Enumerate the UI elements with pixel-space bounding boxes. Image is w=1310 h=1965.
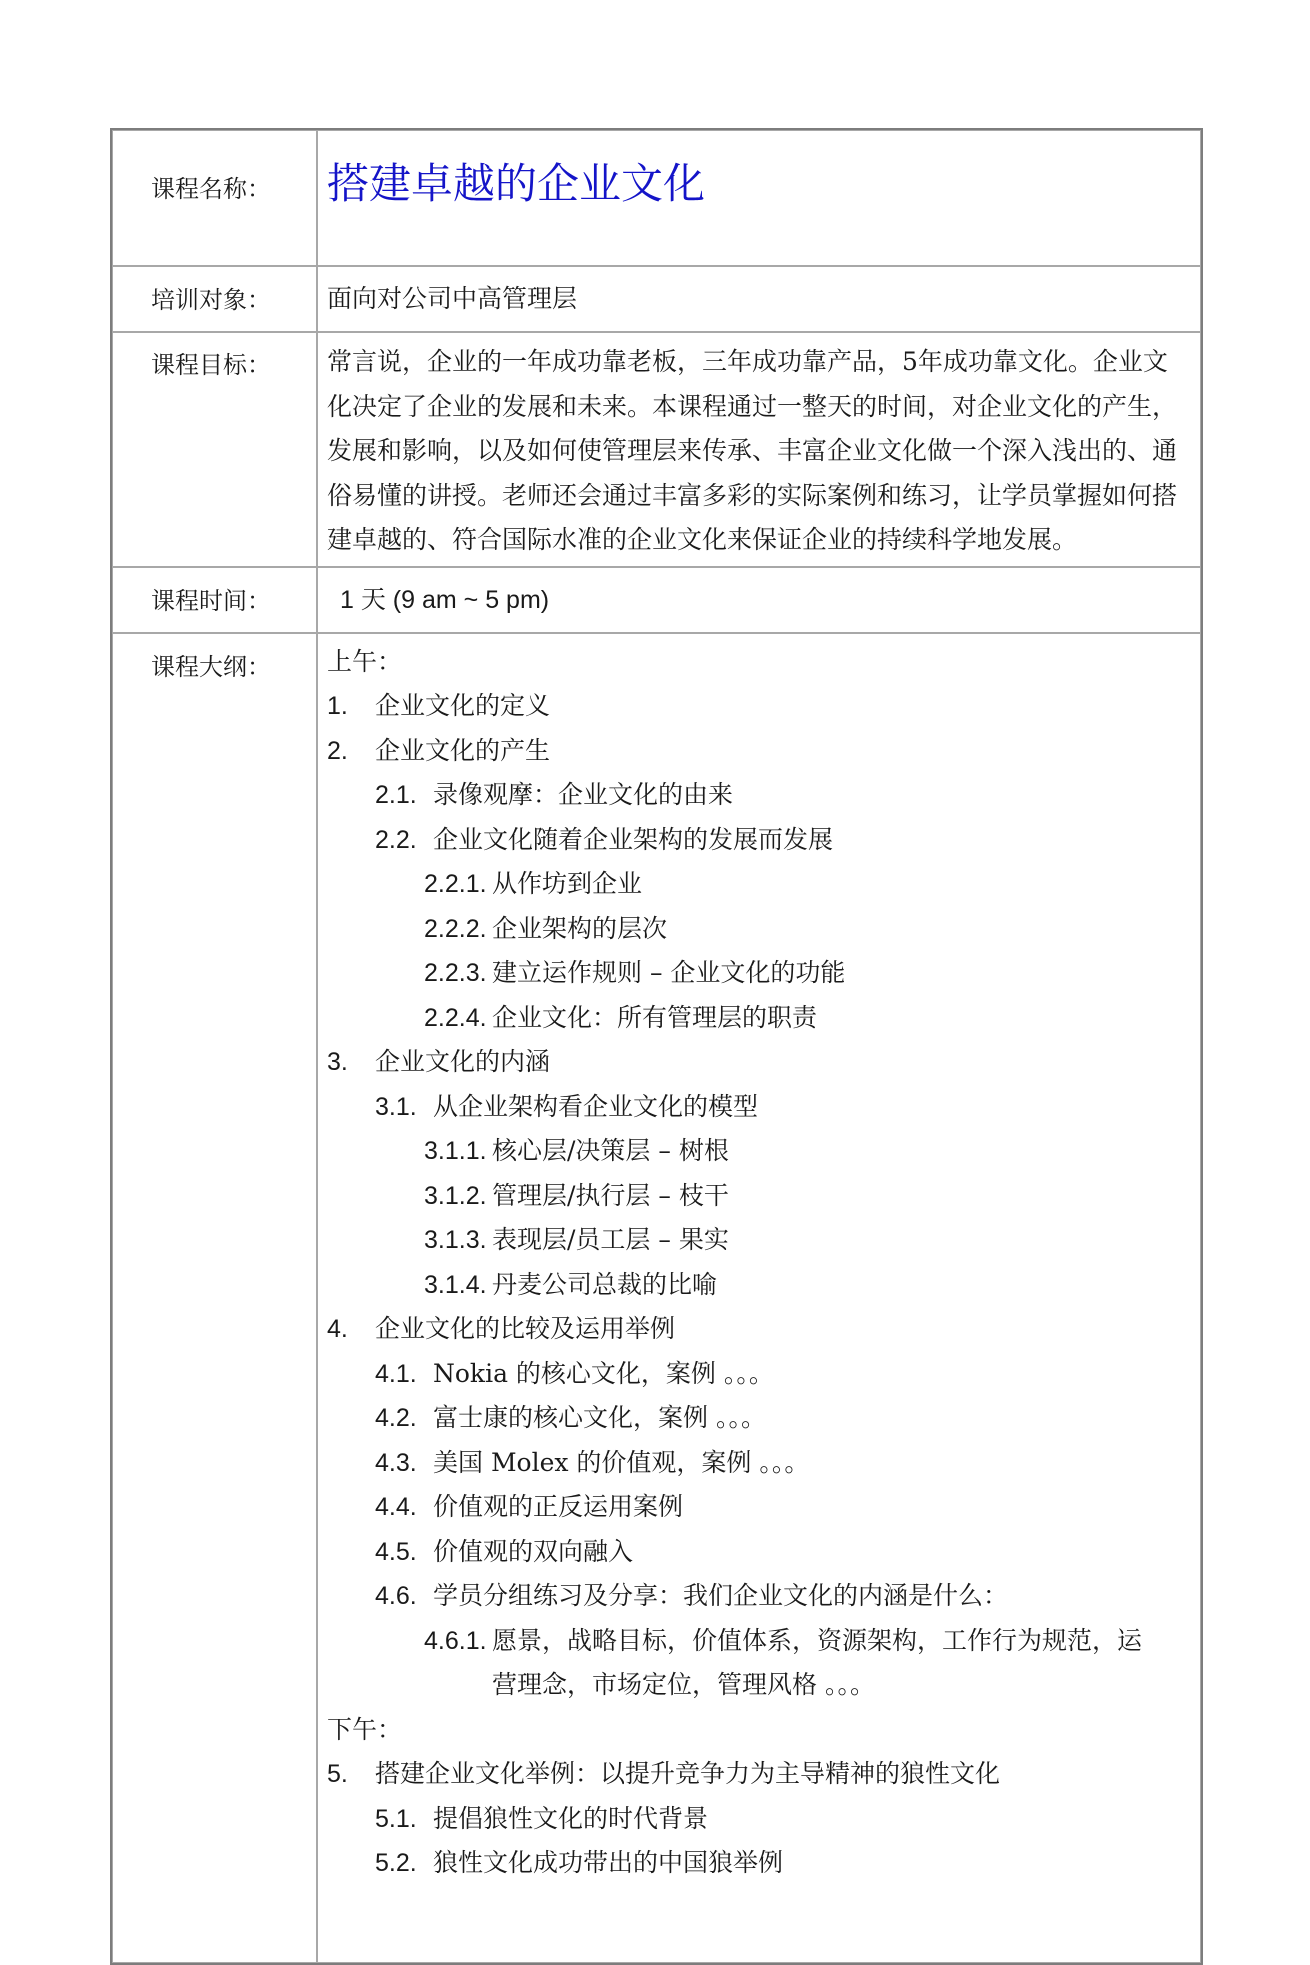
outline-item [327, 1396, 1186, 1441]
outline-item [327, 1352, 1186, 1397]
course-name-cell [317, 130, 1201, 266]
row-outline [112, 633, 1201, 1963]
outline-item-number: 3.1.1. [424, 1137, 487, 1166]
course-name-label: 课程名称： [112, 130, 317, 266]
outline-item [327, 818, 1186, 863]
outline-item [327, 1218, 1186, 1263]
outline-item-number: 4.4. [375, 1493, 417, 1522]
outline-item-text: 美国 Molex 的价值观，案例 。。。 [433, 1447, 810, 1477]
outline-item [327, 996, 1186, 1041]
outline-item-number: 2.2.2. [424, 914, 487, 943]
outline-item [327, 1841, 1186, 1886]
outline-item [327, 1530, 1186, 1575]
outline-item-text: 下午： [327, 1714, 403, 1744]
outline-item [327, 862, 1186, 907]
outline-item [327, 1663, 1186, 1708]
outline-item [327, 773, 1186, 818]
outline-item [327, 1307, 1186, 1352]
outline-item-text: 企业文化的内涵 [375, 1047, 551, 1077]
outline-item-number: 4.6.1. [424, 1626, 487, 1655]
outline-item-number: 4.1. [375, 1359, 417, 1388]
course-info-table [110, 128, 1203, 1965]
outline-item-text: 学员分组练习及分享：我们企业文化的内涵是什么： [433, 1581, 1009, 1611]
outline-item-text: 从作坊到企业 [492, 869, 643, 899]
outline-item-text: 从企业架构看企业文化的模型 [433, 1091, 759, 1121]
outline-item-text: 企业文化的比较及运用举例 [375, 1314, 676, 1344]
outline-item [327, 1129, 1186, 1174]
outline-item-text: 丹麦公司总裁的比喻 [492, 1269, 718, 1299]
outline-item [327, 1752, 1186, 1797]
outline-item-number: 4.3. [375, 1448, 417, 1477]
outline-label: 课程大纲： [112, 633, 317, 1963]
outline-item-number: 5.1. [375, 1804, 417, 1833]
outline-item-text: 建立运作规则 – 企业文化的功能 [492, 958, 846, 988]
outline-item [327, 1085, 1186, 1130]
target-label: 培训对象： [112, 266, 317, 332]
outline-item-text: 提倡狼性文化的时代背景 [433, 1803, 709, 1833]
outline-item-text: 价值观的双向融入 [433, 1536, 634, 1566]
outline-item-number: 3.1.2. [424, 1181, 487, 1210]
row-target [112, 266, 1201, 332]
outline-item-number: 3.1.4. [424, 1270, 487, 1299]
outline-list [327, 640, 1186, 1886]
outline-item-number: 2. [327, 736, 348, 765]
outline-item [327, 1797, 1186, 1842]
outline-item-number: 2.2. [375, 825, 417, 854]
goal-label: 课程目标： [112, 332, 317, 567]
outline-item-text: 营理念，市场定位，管理风格 。。。 [492, 1670, 875, 1700]
outline-item-text: 愿景，战略目标，价值体系，资源架构，工作行为规范，运 [492, 1625, 1143, 1655]
outline-item [327, 1441, 1186, 1486]
goal-cell [317, 332, 1201, 567]
outline-item-text: 企业架构的层次 [492, 913, 668, 943]
outline-item-number: 3. [327, 1048, 348, 1077]
outline-section-heading [327, 640, 1186, 685]
outline-item [327, 684, 1186, 729]
outline-item-number: 4.6. [375, 1582, 417, 1611]
time-label: 课程时间： [112, 567, 317, 633]
outline-item-text: 企业文化的产生 [375, 735, 551, 765]
outline-item-text: 上午： [327, 646, 403, 676]
outline-item-number: 2.1. [375, 781, 417, 810]
row-time [112, 567, 1201, 633]
outline-item-text: 狼性文化成功带出的中国狼举例 [433, 1848, 784, 1878]
outline-item-number: 4.2. [375, 1404, 417, 1433]
outline-item-number: 3.1.3. [424, 1226, 487, 1255]
outline-item-text: 搭建企业文化举例：以提升竞争力为主导精神的狼性文化 [375, 1759, 1001, 1789]
outline-item [327, 1040, 1186, 1085]
outline-item-number: 5.2. [375, 1849, 417, 1878]
outline-item-text: 核心层/决策层 – 树根 [492, 1136, 729, 1166]
course-name-title: 搭建卓越的企业文化 [327, 159, 706, 208]
outline-item-number: 5. [327, 1760, 348, 1789]
outline-item-text: 表现层/员工层 – 果实 [492, 1225, 729, 1255]
outline-item-text: 企业文化随着企业架构的发展而发展 [433, 824, 834, 854]
outline-item-number: 4. [327, 1315, 348, 1344]
goal-text: 常言说，企业的一年成功靠老板，三年成功靠产品，5年成功靠文化。企业文化决定了企业的发展和未来。本课程通过一整天的时间，对企业文化的产生，发展和影响，以及如何使管理层来传承、丰富企业文化做一个深入浅出的、通俗易懂的讲授。老师还会通过丰富多彩的实际案例和练习，让学员掌握如何搭建卓越的、符合国际水准的企业文化来保证企业的持续科学地发展。 [327, 347, 1178, 555]
outline-item-number: 2.2.4. [424, 1003, 487, 1032]
outline-item-text: 管理层/执行层 – 枝干 [492, 1180, 729, 1210]
target-value: 面向对公司中高管理层 [317, 266, 1201, 332]
outline-item [327, 1485, 1186, 1530]
outline-item-number: 2.2.1. [424, 870, 487, 899]
outline-item [327, 951, 1186, 996]
outline-item [327, 907, 1186, 952]
row-goal [112, 332, 1201, 567]
outline-item-number: 3.1. [375, 1092, 417, 1121]
outline-cell [317, 633, 1201, 1963]
outline-item [327, 1619, 1186, 1664]
row-course-name [112, 130, 1201, 266]
outline-item [327, 1263, 1186, 1308]
outline-section-heading [327, 1708, 1186, 1753]
outline-item [327, 1174, 1186, 1219]
outline-item-number: 2.2.3. [424, 959, 487, 988]
outline-item-number: 4.5. [375, 1537, 417, 1566]
outline-item [327, 1574, 1186, 1619]
outline-item-text: 价值观的正反运用案例 [433, 1492, 684, 1522]
outline-item-text: 企业文化：所有管理层的职责 [492, 1002, 818, 1032]
outline-item-text: 录像观摩：企业文化的由来 [433, 780, 734, 810]
outline-item-text: 富士康的核心文化，案例 。。。 [433, 1403, 766, 1433]
time-value: 1 天 (9 am ~ 5 pm) [317, 567, 1201, 633]
outline-item-text: Nokia 的核心文化，案例 。。。 [433, 1358, 774, 1388]
outline-item-number: 1. [327, 692, 348, 721]
outline-item-text: 企业文化的定义 [375, 691, 551, 721]
outline-item [327, 729, 1186, 774]
